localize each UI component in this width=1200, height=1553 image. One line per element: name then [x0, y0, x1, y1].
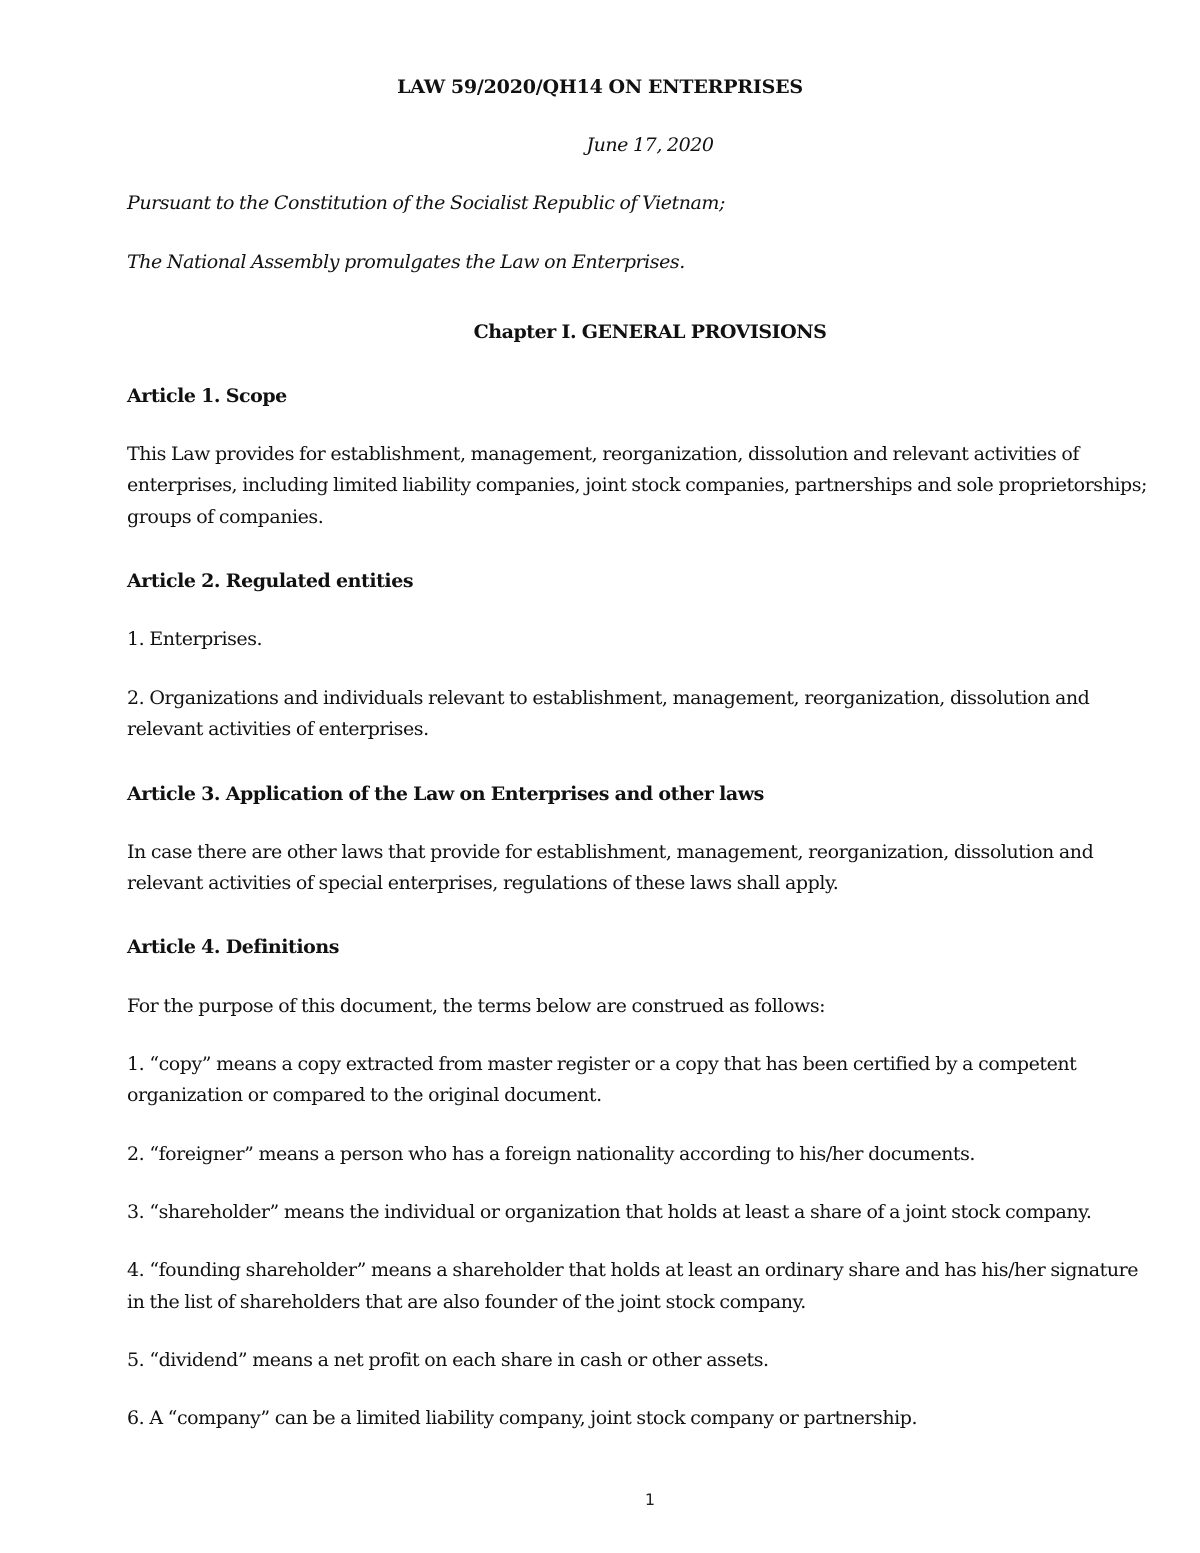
article-2-heading: Article 2. Regulated entities — [127, 570, 414, 592]
definition-item: 5. “dividend” means a net profit on each share in cash or other assets. — [127, 1349, 769, 1371]
article-1-heading: Article 1. Scope — [127, 385, 287, 407]
article-1-text-line: This Law provides for establishment, management, reorganization, dissolution and relevant activities of — [127, 443, 1079, 465]
definition-item: 2. “foreigner” means a person who has a foreign nationality according to his/her documents. — [127, 1143, 975, 1165]
page-number: 1 — [644, 1490, 656, 1509]
article-2-item: 1. Enterprises. — [127, 628, 263, 650]
definition-item: 1. “copy” means a copy extracted from master register or a copy that has been certified by a competent — [127, 1053, 1077, 1075]
article-3-heading: Article 3. Application of the Law on Enterprises and other laws — [127, 783, 764, 805]
definition-item: in the list of shareholders that are also founder of the joint stock company. — [127, 1291, 806, 1313]
article-4-heading: Article 4. Definitions — [127, 936, 339, 958]
definition-item: 6. A “company” can be a limited liability company, joint stock company or partnership. — [127, 1407, 918, 1429]
article-3-text-line: In case there are other laws that provide for establishment, management, reorganization, dissolution and — [127, 841, 1094, 863]
preamble-constitution: Pursuant to the Constitution of the Socialist Republic of Vietnam; — [127, 192, 725, 214]
document-date: June 17, 2020 — [586, 134, 714, 156]
document-title: LAW 59/2020/QH14 ON ENTERPRISES — [397, 76, 803, 98]
article-2-item: relevant activities of enterprises. — [127, 718, 429, 740]
preamble-promulgation: The National Assembly promulgates the Law on Enterprises. — [127, 251, 685, 273]
definition-item: organization or compared to the original document. — [127, 1084, 602, 1106]
definition-item: 4. “founding shareholder” means a shareholder that holds at least an ordinary share and has his/her signature — [127, 1259, 1139, 1281]
chapter-title: Chapter I. GENERAL PROVISIONS — [473, 321, 827, 343]
article-1-text-line: enterprises, including limited liability companies, joint stock companies, partnerships and sole proprietorships; — [127, 474, 1147, 496]
definition-item: 3. “shareholder” means the individual or organization that holds at least a share of a joint stock company. — [127, 1201, 1092, 1223]
article-1-text-line: groups of companies. — [127, 506, 324, 528]
article-4-intro: For the purpose of this document, the terms below are construed as follows: — [127, 995, 826, 1017]
article-2-item: 2. Organizations and individuals relevant to establishment, management, reorganization, dissolution and — [127, 687, 1090, 709]
article-3-text-line: relevant activities of special enterprises, regulations of these laws shall apply. — [127, 872, 839, 894]
